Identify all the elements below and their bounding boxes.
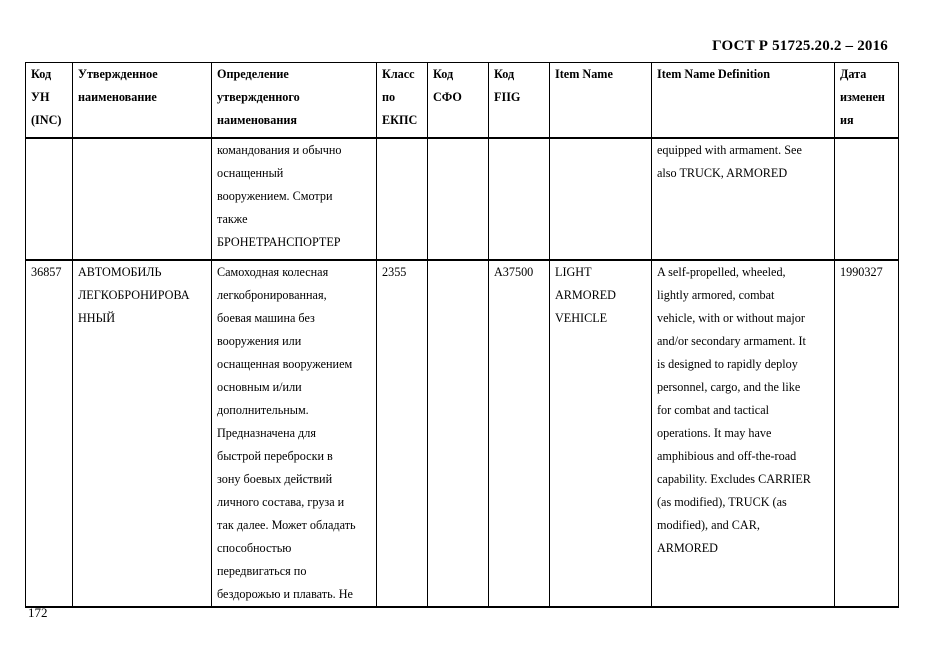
cell-class: 2355 — [377, 260, 428, 607]
cell-definition: командования и обычно оснащенный вооружением. Смотри также БРОНЕТРАНСПОРТЕР — [212, 138, 377, 260]
cell-sfo — [428, 260, 489, 607]
cell-code: 36857 — [26, 260, 73, 607]
col-header-sfo: Код СФО — [428, 63, 489, 138]
col-header-date: Дата изменен ия — [835, 63, 899, 138]
col-header-class: Класс по ЕКПС — [377, 63, 428, 138]
cell-code — [26, 138, 73, 260]
cell-date — [835, 138, 899, 260]
cell-definition: Самоходная колесная легкобронированная, боевая машина без вооружения или оснащенная вооружением основным и/или дополнительным. Предназначена для быстрой переброски в зону боевых действий личного состава, груза и так далее. Может обладать способностью передвигаться по бездорожью и плавать. Не — [212, 260, 377, 607]
cell-fiig: A37500 — [489, 260, 550, 607]
col-header-item-definition: Item Name Definition — [652, 63, 835, 138]
cell-sfo — [428, 138, 489, 260]
registry-table — [25, 62, 899, 608]
cell-item-definition: equipped with armament. See also TRUCK, ARMORED — [652, 138, 835, 260]
col-header-item-name: Item Name — [550, 63, 652, 138]
document-header: ГОСТ Р 51725.20.2 – 2016 — [712, 38, 888, 54]
col-header-approved-name: Утвержденное наименование — [73, 63, 212, 138]
cell-item-name — [550, 138, 652, 260]
cell-approved-name: АВТОМОБИЛЬ ЛЕГКОБРОНИРОВА ННЫЙ — [73, 260, 212, 607]
cell-fiig — [489, 138, 550, 260]
page-number: 172 — [28, 605, 48, 620]
table-row — [26, 260, 899, 607]
cell-date: 1990327 — [835, 260, 899, 607]
cell-item-definition: A self-propelled, wheeled, lightly armored, combat vehicle, with or without major and/or secondary armament. It is designed to rapidly deploy personnel, cargo, and the like for combat and tactical operations. It may have amphibious and off-the-road capability. Excludes CARRIER (as modified), TRUCK (as modified), and CAR, ARMORED — [652, 260, 835, 607]
col-header-definition: Определение утвержденного наименования — [212, 63, 377, 138]
cell-class — [377, 138, 428, 260]
table-row — [26, 138, 899, 260]
col-header-fiig: Код FIIG — [489, 63, 550, 138]
header-row — [26, 63, 899, 138]
col-header-code: Код УН (INC) — [26, 63, 73, 138]
cell-approved-name — [73, 138, 212, 260]
cell-item-name: LIGHT ARMORED VEHICLE — [550, 260, 652, 607]
